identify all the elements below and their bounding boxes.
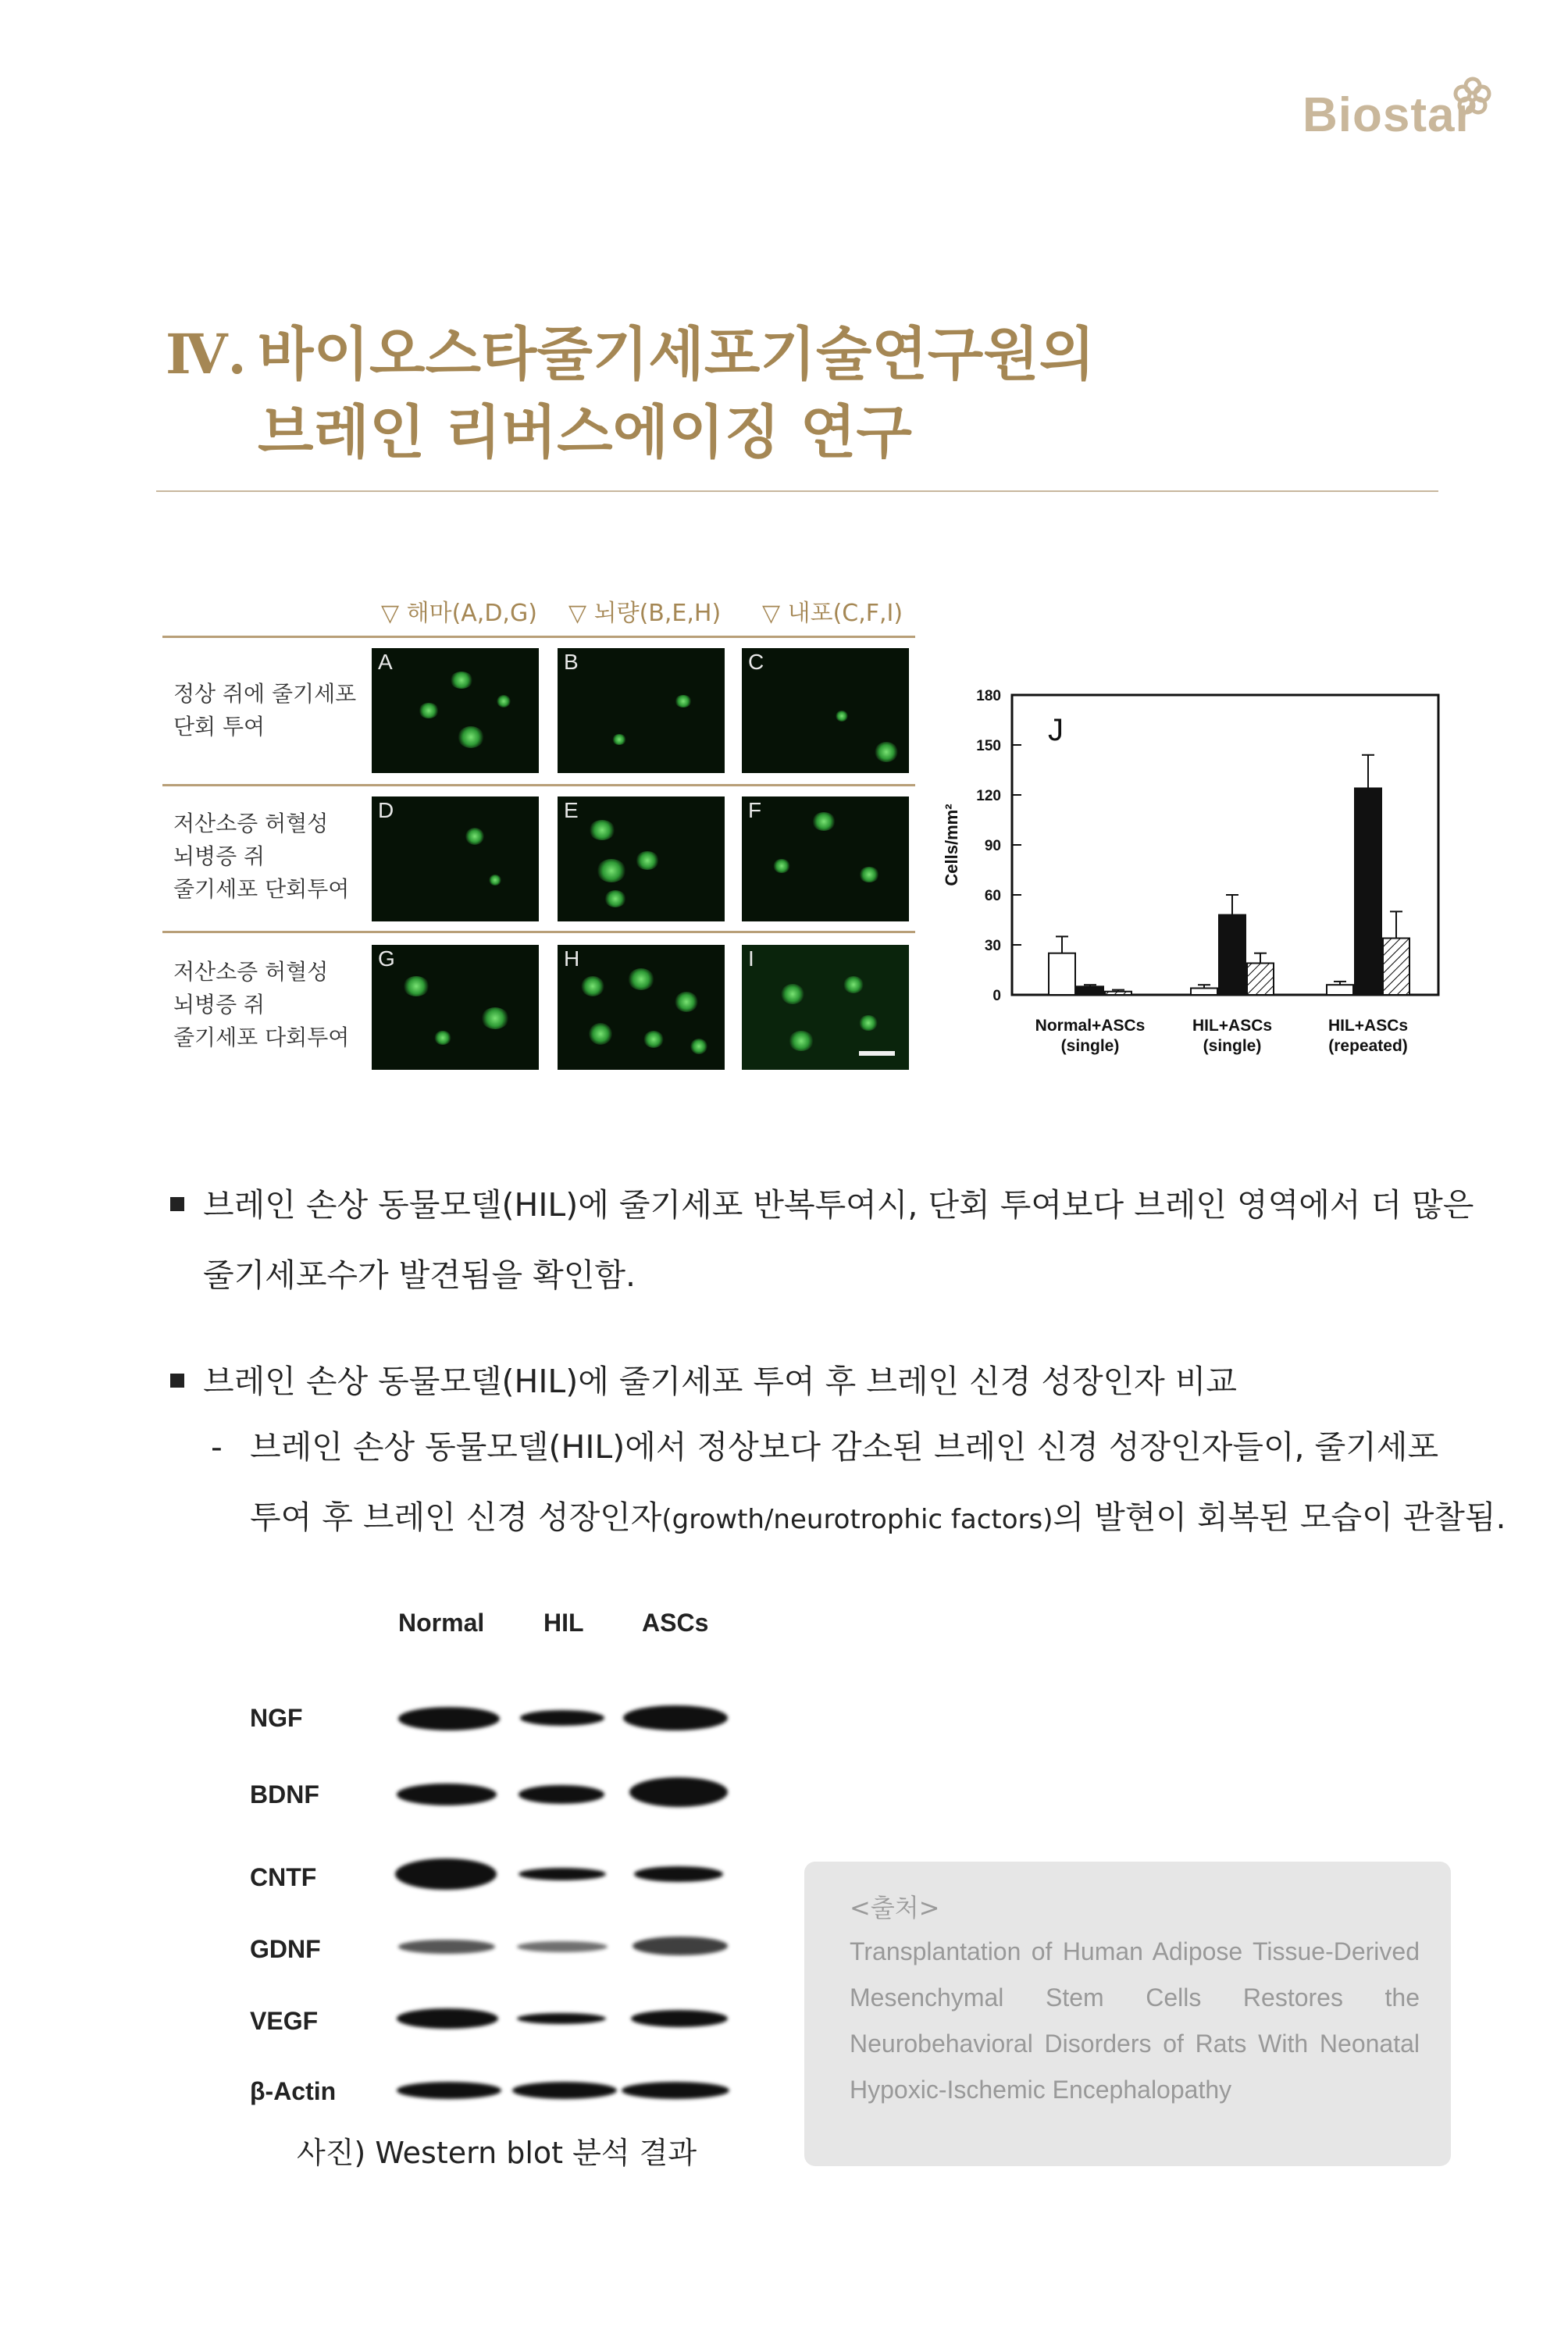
blot-band: [519, 1785, 604, 1804]
blot-band: [398, 1940, 495, 1954]
figure-row-rule: [162, 931, 915, 933]
blot-band: [397, 2008, 498, 2029]
bar-chart: [926, 670, 1454, 1076]
blot-band: [634, 1866, 723, 1882]
micrograph-panel: C: [742, 648, 909, 773]
y-tick-label: 0: [992, 988, 1001, 1004]
bar: [1355, 788, 1381, 995]
blot-row-label: GDNF: [250, 1935, 321, 1963]
bullet-2: 브레인 손상 동물모델(HIL)에 줄기세포 투여 후 브레인 신경 성장인자 비교: [170, 1346, 1237, 1417]
blot-column-normal: Normal: [398, 1609, 485, 1637]
scale-bar: [859, 1051, 895, 1056]
y-axis-label: Cells/mm²: [942, 804, 961, 886]
blot-column-hil: HIL: [543, 1609, 584, 1637]
row-label-normal-single: 정상 쥐에 줄기세포 단회 투여: [173, 681, 357, 739]
blot-row-label: CNTF: [250, 1863, 317, 1891]
y-tick-label: 60: [984, 888, 1001, 904]
blot-band: [398, 1707, 500, 1730]
source-heading: <출처>: [850, 1893, 940, 1923]
y-tick-label: 150: [976, 738, 1001, 754]
blot-band: [397, 2082, 501, 2099]
bar: [1077, 986, 1103, 995]
blot-row-label: β-Actin: [250, 2077, 337, 2105]
x-group-label: Normal+ASCs: [1035, 1017, 1146, 1035]
blot-row-label: VEGF: [250, 2007, 319, 2035]
blot-band: [512, 2082, 617, 2099]
blot-band: [517, 1941, 608, 1952]
micrograph-panel: F: [742, 796, 909, 921]
micrograph-panel: B: [558, 648, 725, 773]
x-group-label: (single): [1060, 1037, 1120, 1055]
blot-band: [520, 1710, 604, 1726]
micrograph-panel: H: [558, 945, 725, 1070]
x-group-label: (single): [1203, 1037, 1262, 1055]
figure-row-rule: [162, 636, 915, 638]
brand-logo: Biostar: [1303, 88, 1475, 142]
square-bullet-icon: [170, 1197, 184, 1211]
x-group-label: HIL+ASCs: [1192, 1017, 1273, 1035]
flower-logo-icon: [1451, 75, 1495, 119]
title-line-2: 브레인 리버스에이징 연구: [258, 399, 912, 466]
column-header-hippocampus: ▽ 해마(A,D,G): [381, 600, 537, 627]
sub-bullet: - 브레인 손상 동물모델(HIL)에서 정상보다 감소된 브레인 신경 성장인자들이, 줄기세포 투여 후 브레인 신경 성장인자(growth/neurotrophic factors)의 발현이 회복된 모습이 관찰됨.: [211, 1428, 1506, 1536]
x-group-label: (repeated): [1328, 1037, 1408, 1055]
micrograph-panel: I: [742, 945, 909, 1070]
bar: [1049, 953, 1075, 995]
bar: [1383, 938, 1409, 995]
source-box: [804, 1862, 1451, 2166]
micrograph-panel: G: [372, 945, 539, 1070]
blot-row-label: NGF: [250, 1704, 303, 1732]
blot-band: [631, 2010, 728, 2027]
y-tick-label: 180: [976, 688, 1001, 704]
micrograph-panel: A: [372, 648, 539, 773]
blot-column-ascs: ASCs: [642, 1609, 709, 1637]
page-title: [258, 315, 1095, 472]
bar: [1191, 988, 1217, 995]
section-number: Ⅳ.: [166, 322, 247, 387]
row-label-hil-single: 저산소증 허혈성 뇌병증 쥐 줄기세포 단회투여: [173, 811, 350, 902]
micrograph-panel: E: [558, 796, 725, 921]
y-tick-label: 120: [976, 788, 1001, 804]
x-group-label: HIL+ASCs: [1327, 1017, 1409, 1035]
row-label-hil-repeated: 저산소증 허혈성 뇌병증 쥐 줄기세포 다회투여: [173, 959, 350, 1050]
bar: [1105, 992, 1131, 995]
bullet-1: 브레인 손상 동물모델(HIL)에 줄기세포 반복투여시, 단회 투여보다 브레인 영역에서 더 많은 줄기세포수가 발견됨을 확인함.: [170, 1170, 1474, 1310]
micrograph-panel: D: [372, 796, 539, 921]
blot-band: [629, 1777, 728, 1807]
panel-label: J: [1048, 713, 1064, 747]
blot-band: [623, 1705, 728, 1730]
bar: [1327, 985, 1353, 995]
title-line-1: 바이오스타줄기세포기술연구원의: [258, 321, 1096, 388]
blot-band: [397, 1784, 497, 1805]
figure-row-rule: [162, 784, 915, 786]
column-header-corpus-callosum: ▽ 뇌량(B,E,H): [568, 600, 722, 627]
source-text: Transplantation of Human Adipose Tissue-Derived Mesenchymal Stem Cells Restores the Neurobehavioral Disorders of Rats With Neonatal Hypoxic-Ischemic Encephalopathy: [850, 1937, 1420, 2104]
square-bullet-icon: [170, 1374, 184, 1388]
blot-band: [395, 1858, 497, 1890]
bar: [1219, 915, 1245, 995]
column-header-internal-capsule: ▽ 내포(C,F,I): [762, 600, 903, 627]
y-tick-label: 30: [984, 938, 1001, 954]
blot-band: [633, 1937, 728, 1955]
title-divider: [156, 490, 1438, 492]
y-tick-label: 90: [984, 838, 1001, 854]
blot-band: [622, 2082, 729, 2099]
blot-band: [517, 2013, 606, 2024]
bar: [1247, 963, 1274, 995]
blot-caption: 사진) Western blot 분석 결과: [297, 2136, 697, 2170]
blot-band: [519, 1868, 606, 1880]
blot-row-label: BDNF: [250, 1780, 319, 1809]
